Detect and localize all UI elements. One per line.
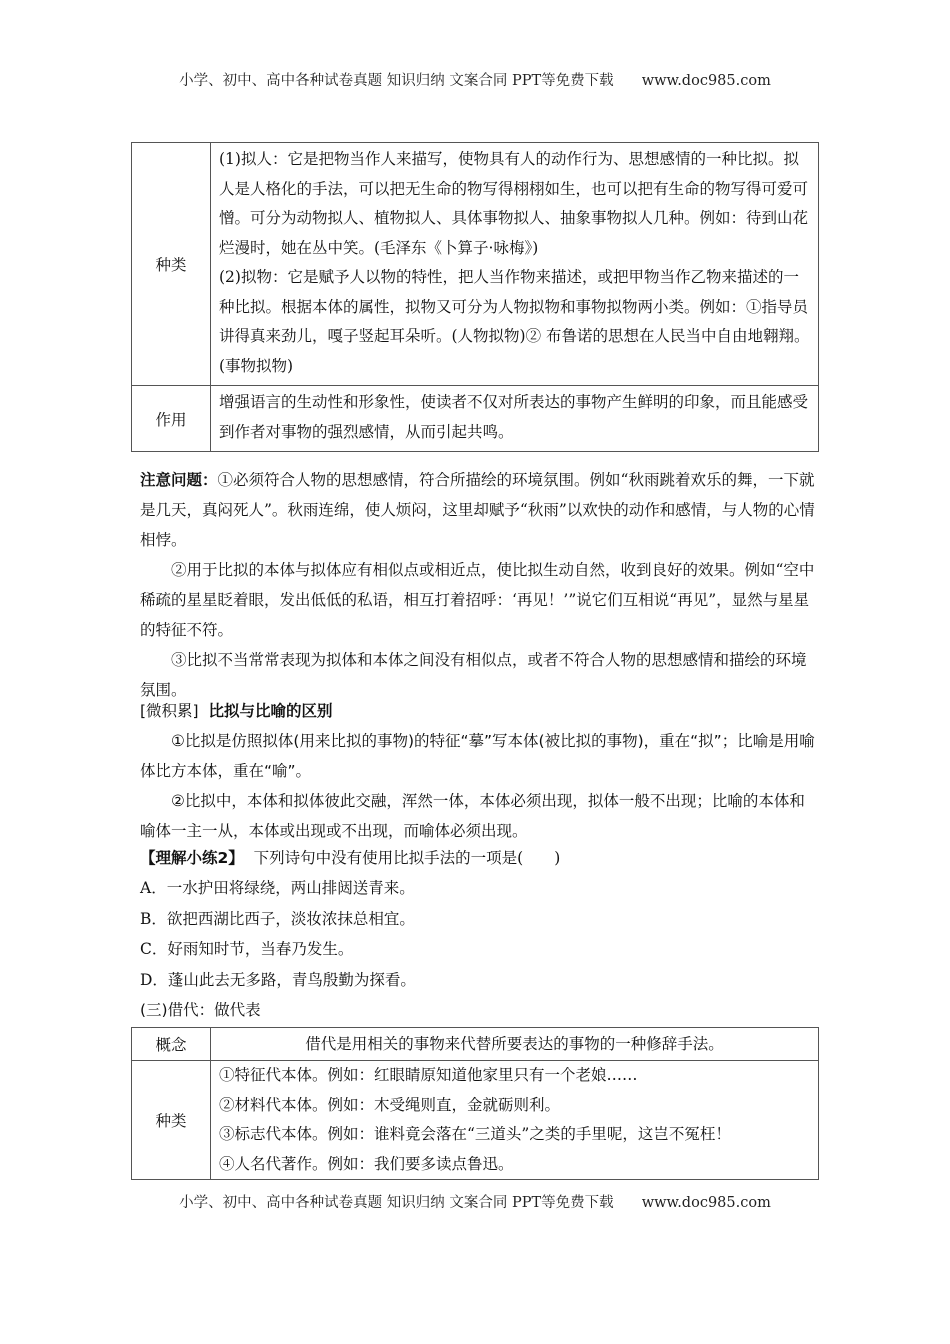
- option-a[interactable]: A．一水护田将绿绕，两山排闼送青来。: [140, 879, 415, 897]
- micro-2: ②比拟中，本体和拟体彼此交融，浑然一体，本体必须出现，拟体一般不出现；比喻的本体和喻体一主一从，本体或出现或不出现，而喻体必须出现。: [140, 792, 805, 840]
- notes-section: [140, 465, 820, 705]
- metonymy-kind-4: ④人名代著作。例如：我们要多读点鲁迅。: [219, 1154, 514, 1173]
- table-row: [132, 1061, 819, 1180]
- metonymy-kinds-label: 种类: [132, 1061, 211, 1180]
- metonymy-kinds-cell: [211, 1061, 819, 1180]
- concept-text: 借代是用相关的事物来代替所要表达的事物的一种修辞手法。: [211, 1028, 819, 1061]
- notes-heading: 注意问题：: [140, 471, 218, 489]
- metonymy-kind-1: ①特征代本体。例如：红眼睛原知道他家里只有一个老娘……: [219, 1066, 638, 1084]
- kinds-cell: [211, 143, 819, 386]
- metonymy-kind-2: ②材料代本体。例如：木受绳则直，金就砺则利。: [219, 1095, 561, 1114]
- kinds-paragraph-personification: (1)拟人：它是把物当作人来描写，使物具有人的动作行为、思想感情的一种比拟。拟人是人格化的手法，可以把无生命的物写得栩栩如生，也可以把有生命的物写得可爱可憎。可分为动物拟人、植物拟人、具体事物拟人、抽象事物拟人几种。例如：待到山花烂漫时，她在丛中笑。(毛泽东《卜算子·咏梅》): [219, 150, 809, 257]
- micro-section: [140, 696, 820, 846]
- header-url[interactable]: www.doc985.com: [641, 73, 771, 89]
- exercise-section: [140, 843, 820, 1025]
- metonymy-table: [131, 1027, 819, 1180]
- note-1: [140, 465, 820, 555]
- note-3: ③比拟不当常常表现为拟体和本体之间没有相似点，或者不符合人物的思想感情和描绘的环境氛围。: [140, 651, 807, 699]
- table-row: [132, 1028, 819, 1061]
- effect-label: 作用: [132, 386, 211, 452]
- footer-url[interactable]: www.doc985.com: [641, 1195, 771, 1211]
- micro-tag: [微积累]: [140, 702, 199, 720]
- table-row: [132, 143, 819, 386]
- page-header: [0, 69, 950, 90]
- metonymy-kind-3: ③标志代本体。例如：谁料竟会落在“三道头”之类的手里呢，这岂不冤枉！: [219, 1125, 731, 1143]
- micro-1: ①比拟是仿照拟体(用来比拟的事物)的特征“摹”写本体(被比拟的事物)，重在“拟”；比喻是用喻体比方本体，重在“喻”。: [140, 732, 815, 780]
- exercise-tag: 【理解小练2】: [140, 849, 244, 867]
- option-d[interactable]: D．蓬山此去无多路，青鸟殷勤为探看。: [140, 970, 416, 989]
- header-text: 小学、初中、高中各种试卷真题 知识归纳 文案合同 PPT等免费下载: [179, 73, 614, 89]
- table-row: [132, 386, 819, 452]
- option-c[interactable]: C．好雨知时节，当春乃发生。: [140, 940, 354, 958]
- micro-heading: [140, 696, 820, 726]
- concept-label: 概念: [132, 1028, 211, 1061]
- footer-text: 小学、初中、高中各种试卷真题 知识归纳 文案合同 PPT等免费下载: [179, 1195, 614, 1211]
- section3-title: (三)借代：做代表: [140, 1001, 261, 1019]
- effect-text: 增强语言的生动性和形象性，使读者不仅对所表达的事物产生鲜明的印象，而且能感受到作者对事物的强烈感情，从而引起共鸣。: [211, 386, 819, 452]
- exercise-question: [140, 843, 820, 873]
- personification-table: [131, 142, 819, 452]
- kinds-label: 种类: [132, 143, 211, 386]
- option-b[interactable]: B．欲把西湖比西子，淡妆浓抹总相宜。: [140, 909, 415, 928]
- exercise-question-text: 下列诗句中没有使用比拟手法的一项是( ): [253, 849, 561, 867]
- note-2: ②用于比拟的本体与拟体应有相似点或相近点，使比拟生动自然，收到良好的效果。例如“空中稀疏的星星眨着眼，发出低低的私语，相互打着招呼：‘再见！’”说它们互相说“再见”，显然与星星的特征不符。: [140, 561, 815, 639]
- note-1-text: ①必须符合人物的思想感情，符合所描绘的环境氛围。例如“秋雨跳着欢乐的舞，一下就是几天，真闷死人”。秋雨连绵，使人烦闷，这里却赋予“秋雨”以欢快的动作和感情，与人物的心情相悖。: [140, 471, 815, 549]
- page-footer: [0, 1191, 950, 1212]
- micro-title: 比拟与比喻的区别: [208, 702, 333, 720]
- kinds-paragraph-reification: (2)拟物：它是赋予人以物的特性，把人当作物来描述，或把甲物当作乙物来描述的一种比拟。根据本体的属性，拟物又可分为人物拟物和事物拟物两小类。例如：①指导员讲得真来劲儿，嘎子竖起耳朵听。(人物拟物)② 布鲁诺的思想在人民当中自由地翱翔。(事物拟物): [219, 268, 810, 375]
